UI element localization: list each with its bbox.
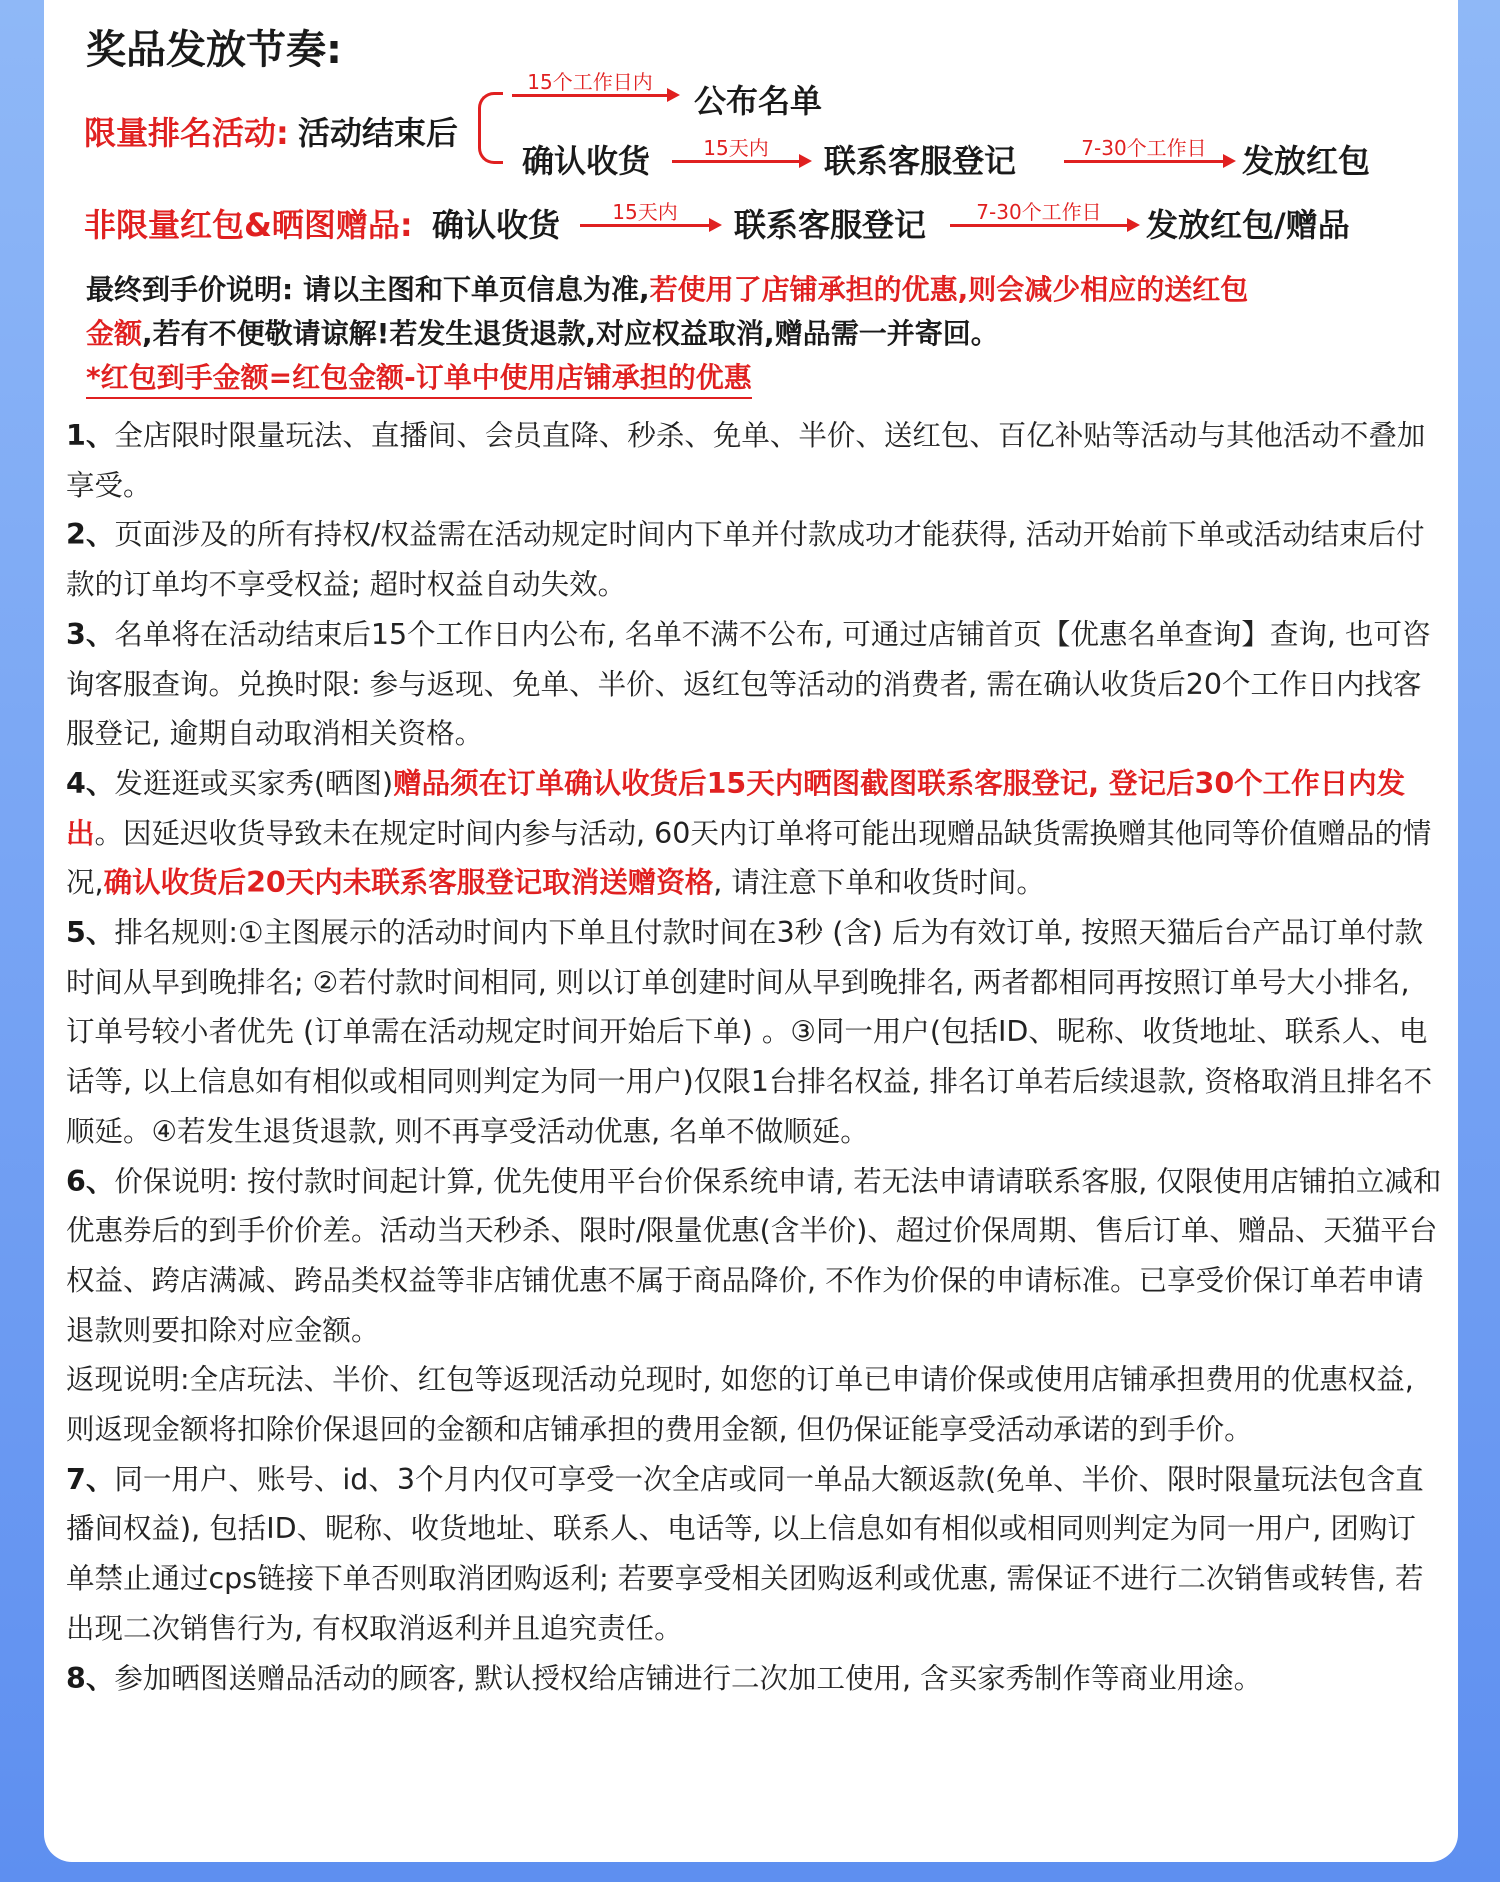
flow-arrow-7-30days xyxy=(1064,132,1236,168)
flow-step-contact-service: 联系客服登记 xyxy=(824,142,1017,180)
note-warning: 若使用了店铺承担的优惠,则会减少相应的送红包 xyxy=(649,273,1249,306)
flow-arrow-publish xyxy=(512,66,680,102)
rule-number: 2、 xyxy=(66,518,115,552)
flow-arrow-label: 7-30个工作日 xyxy=(1081,136,1207,160)
arrow-head-icon xyxy=(1127,218,1140,232)
flow-bracket xyxy=(478,92,503,164)
rule-highlight: 确认收货后20天内未联系客服登记取消送赠资格 xyxy=(103,866,714,900)
rule-item xyxy=(66,610,1444,759)
rule-item xyxy=(66,1654,1444,1704)
flow-result-publish-list: 公布名单 xyxy=(694,82,823,120)
note-text: ,若有不便敬请谅解!若发生退货退款,对应权益取消,赠品需一并寄回。 xyxy=(142,317,999,350)
rule-text: 排名规则:①主图展示的活动时间内下单且付款时间在3秒 (含) 后为有效订单, 按照天猫后台产品订单付款时间从早到晚排名; ②若付款时间相同, 则以订单创建时间从早到晚排名, 两者都相同再按照订单号大小排名, 订单号较小者优先 (订单需在活动规定时间开始后下单) 。③同一用户(包括ID、昵称、收货地址、联系人、电话等, 以上信息如有相似或相同则判定为同一用户)仅限1台排名权益, 排名订单若后续退款, 资格取消且排名不顺延。④若发生退货退款, 则不再享受活动优惠, 名单不做顺延。 xyxy=(66,916,1433,1148)
flow-step-contact-service: 联系客服登记 xyxy=(734,206,927,244)
arrow-head-icon xyxy=(1223,154,1236,168)
rule-item xyxy=(66,1455,1444,1654)
rule-text: 参加晒图送赠品活动的顾客, 默认授权给店铺进行二次加工使用, 含买家秀制作等商业用途。 xyxy=(114,1661,1263,1695)
rule-number: 3、 xyxy=(66,617,115,651)
rule-number: 6、 xyxy=(66,1164,115,1198)
arrow-head-icon xyxy=(799,154,812,168)
flow-arrow-15days xyxy=(672,132,812,168)
rule-number: 4、 xyxy=(66,766,115,800)
flow-arrow-label: 15天内 xyxy=(703,136,769,160)
flow-arrow-15days xyxy=(580,196,722,232)
note-formula: *红包到手金额=红包金额-订单中使用店铺承担的优惠 xyxy=(86,359,752,399)
rule-item xyxy=(66,510,1444,609)
rule-number: 5、 xyxy=(66,916,115,950)
rule-text: 。因延迟收货导致未在规定时间内参与活动, 60天内订单将可能出现赠品缺货需换赠其他同等价值赠品的情况, xyxy=(66,816,1432,900)
rule-text: 名单将在活动结束后15个工作日内公布, 名单不满不公布, 可通过店铺首页【优惠名单查询】查询, 也可咨询客服查询。兑换时限: 参与返现、免单、半价、返红包等活动的消费者, 需在确认收货后20个工作日内找客服登记, 逾期自动取消相关资格。 xyxy=(66,617,1431,751)
flow-nonlimited-label: 非限量红包&晒图赠品: xyxy=(84,206,413,244)
flow-arrow-label: 15个工作日内 xyxy=(527,70,653,94)
rule-number: 7、 xyxy=(66,1462,115,1496)
flow-step-confirm-receipt: 确认收货 xyxy=(432,206,561,244)
rule-item xyxy=(66,759,1444,908)
rule-number: 1、 xyxy=(66,419,115,452)
rule-text: 发逛逛或买家秀(晒图) xyxy=(114,766,394,800)
final-price-note xyxy=(86,268,1416,400)
flow-result-red-packet: 发放红包 xyxy=(1242,142,1371,180)
note-text: 最终到手价说明: 请以主图和下单页信息为准, xyxy=(86,273,650,306)
rule-item xyxy=(66,411,1444,510)
flow-limited-label: 限量排名活动: xyxy=(84,114,289,152)
rules-list xyxy=(66,411,1444,1703)
rule-text: 同一用户、账号、id、3个月内仅可享受一次全店或同一单品大额返款(免单、半价、限时限量玩法包含直播间权益), 包括ID、昵称、收货地址、联系人、电话等, 以上信息如有相似或相同则判定为同一用户, 团购订单禁止通过cps链接下单否则取消团购返利; 若要享受相关团购返利或优惠, 需保证不进行二次销售或转售, 若出现二次销售行为, 有权取消返利并且追究责任。 xyxy=(66,1462,1424,1645)
rule-item xyxy=(66,908,1444,1157)
rule-text: , 请注意下单和收货时间。 xyxy=(713,866,1045,900)
flow-step-confirm-receipt: 确认收货 xyxy=(522,142,651,180)
rule-text: 全店限时限量玩法、直播间、会员直降、秒杀、免单、半价、送红包、百亿补贴等活动与其他活动不叠加享受。 xyxy=(66,419,1426,502)
flow-limited-start: 活动结束后 xyxy=(298,114,459,152)
rule-text: 页面涉及的所有持权/权益需在活动规定时间内下单并付款成功才能获得, 活动开始前下单或活动结束后付款的订单均不享受权益; 超时权益自动失效。 xyxy=(66,518,1425,602)
flow-arrow-7-30days xyxy=(950,196,1140,232)
flow-arrow-label: 7-30个工作日 xyxy=(976,200,1102,224)
page-title: 奖品发放节奏: xyxy=(86,27,342,73)
rule-highlight: 赠品须在订单确认收货后15天内晒图截图联系客服登记, 登记后30个工作日内发出 xyxy=(66,766,1406,850)
rule-item xyxy=(66,1157,1444,1356)
arrow-head-icon xyxy=(667,88,680,102)
flow-arrow-label: 15天内 xyxy=(612,200,678,224)
rule-text: 价保说明: 按付款时间起计算, 优先使用平台价保系统申请, 若无法申请请联系客服, 仅限使用店铺拍立减和优惠券后的到手价价差。活动当天秒杀、限时/限量优惠(含半价)、超过价保周期、售后订单、赠品、天猫平台权益、跨店满减、跨品类权益等非店铺优惠不属于商品降价, 不作为价保的申请标准。已享受价保订单若申请退款则要扣除对应金额。 xyxy=(66,1164,1442,1347)
rule-number: 8、 xyxy=(66,1661,115,1695)
note-warning: 金额 xyxy=(86,317,143,350)
cashback-note: 返现说明:全店玩法、半价、红包等返现活动兑现时, 如您的订单已申请价保或使用店铺承担费用的优惠权益, 则返现金额将扣除价保退回的金额和店铺承担的费用金额, 但仍保证能享受活动承诺的到手价。 xyxy=(66,1363,1414,1447)
flow-result-red-packet-gift: 发放红包/赠品 xyxy=(1146,206,1350,244)
arrow-head-icon xyxy=(709,218,722,232)
